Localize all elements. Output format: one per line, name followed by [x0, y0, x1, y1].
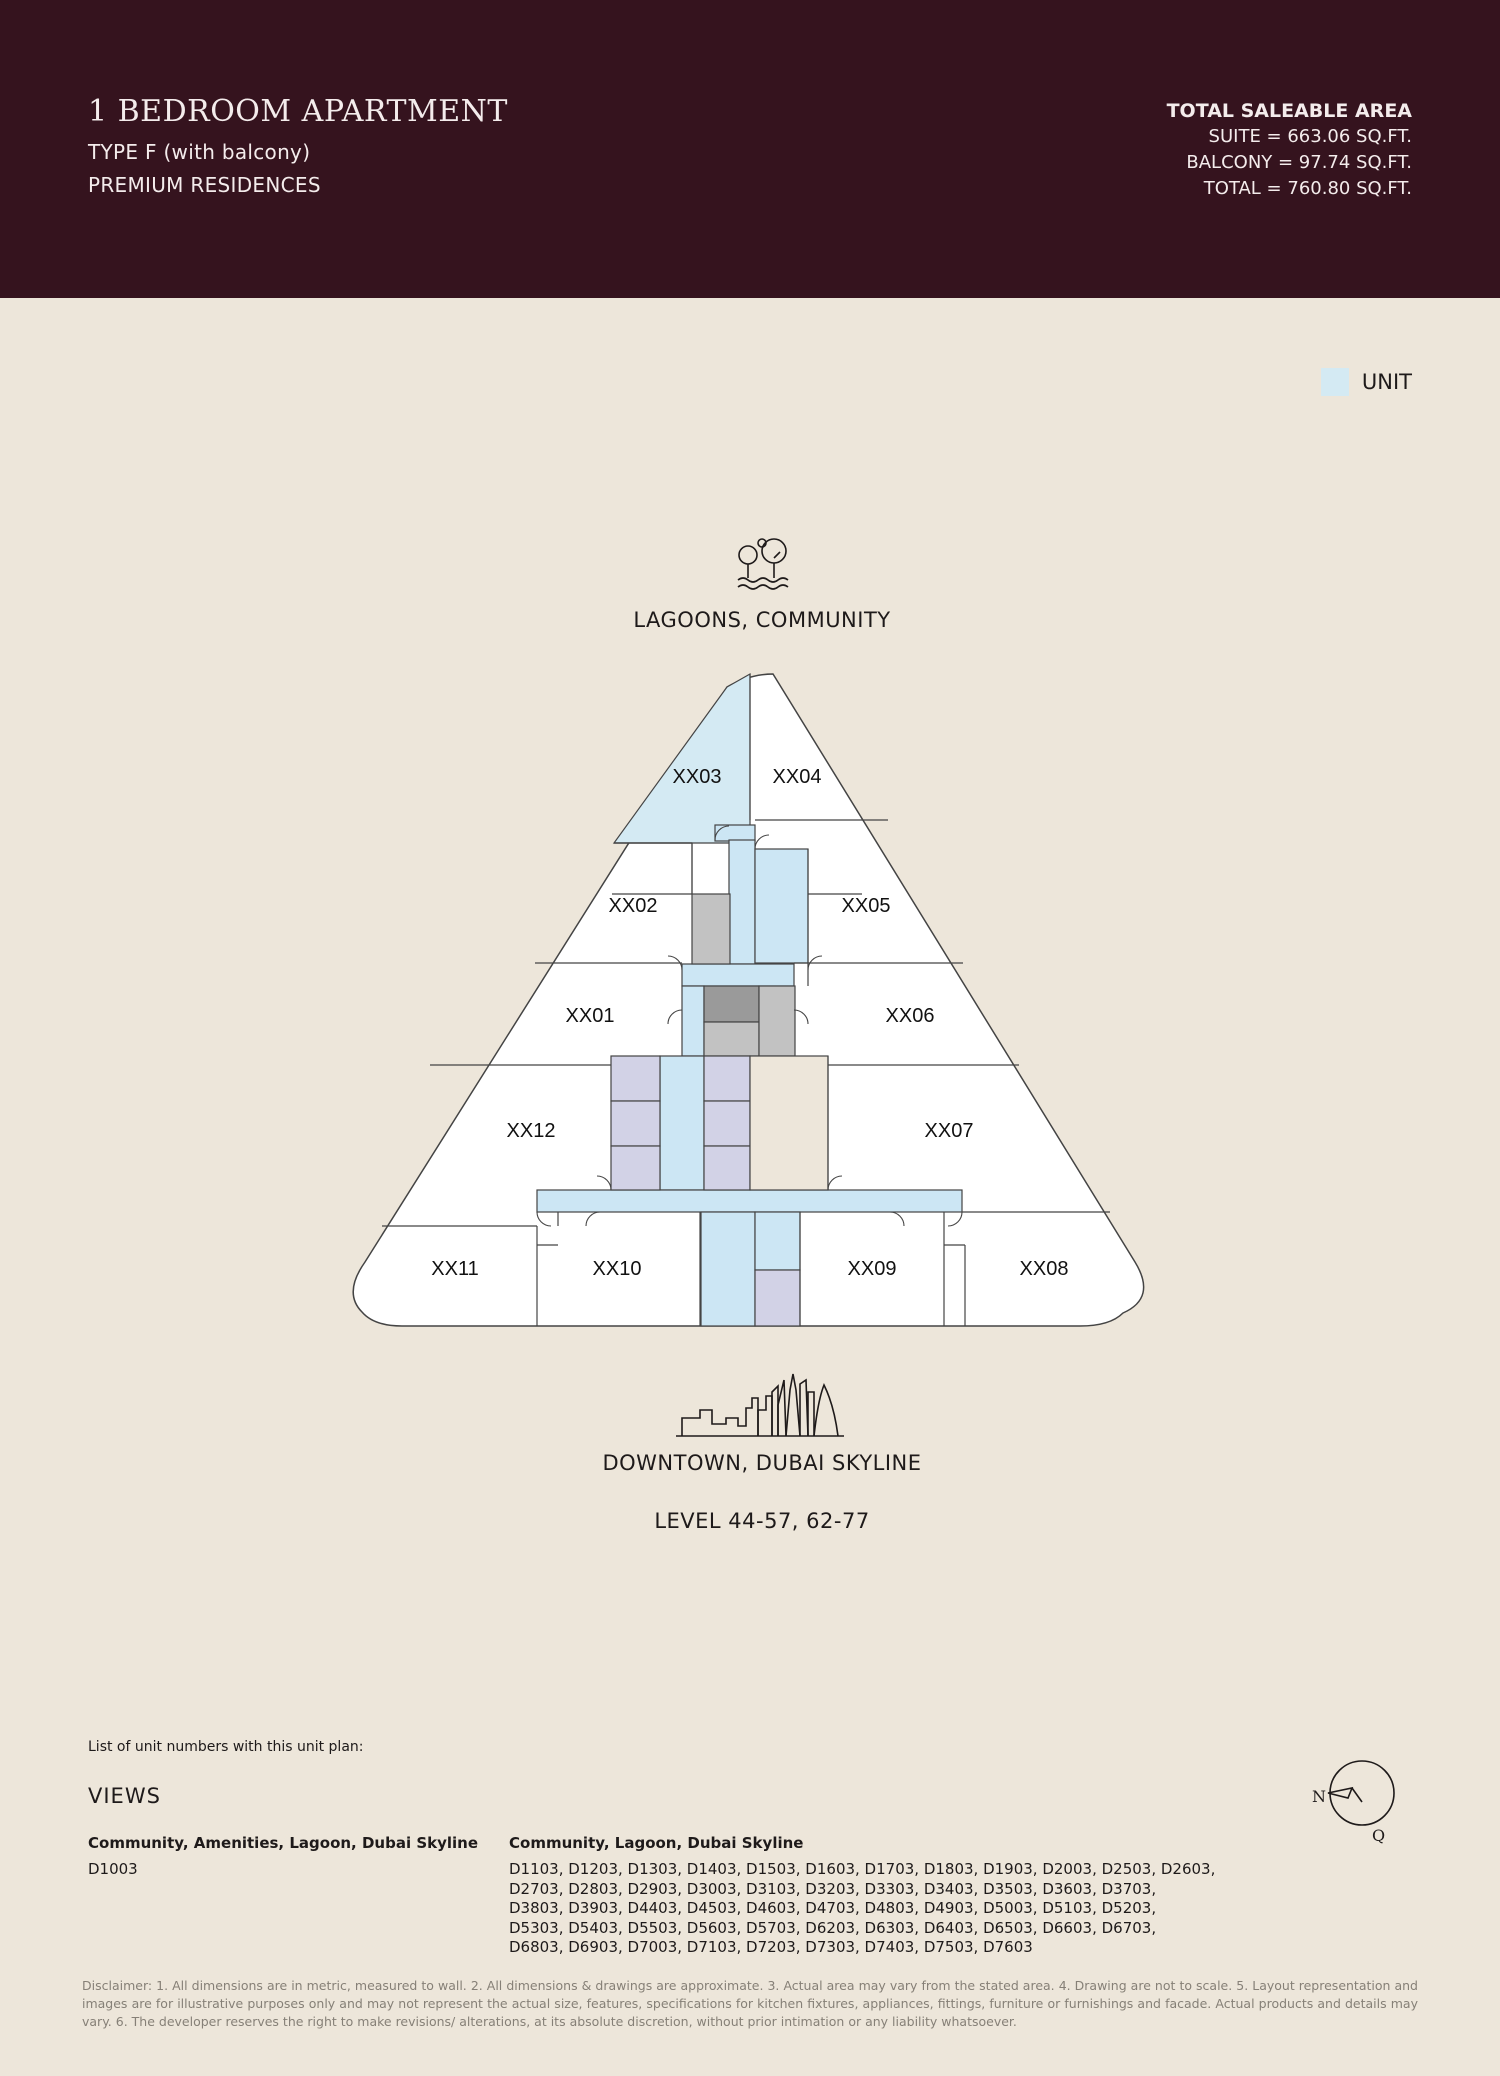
top-view-label: LAGOONS, COMMUNITY: [633, 608, 891, 632]
unit-label-xx11: XX11: [431, 1258, 479, 1280]
level-label: LEVEL 44-57, 62-77: [654, 1509, 870, 1533]
unit-list-line: D6803, D6903, D7003, D7103, D7203, D7303, D7403, D7503, D7603: [509, 1938, 1033, 1956]
unit-label-xx10: XX10: [592, 1258, 642, 1280]
lagoon-park-icon: [738, 539, 788, 589]
compass-icon: [1300, 1750, 1410, 1850]
view-col2-units: [509, 1860, 1269, 1958]
balcony-area: BALCONY = 97.74 SQ.FT.: [1186, 152, 1412, 173]
views-heading: VIEWS: [88, 1784, 161, 1808]
unit-label-xx09: XX09: [847, 1258, 897, 1280]
residence-category: PREMIUM RESIDENCES: [88, 173, 321, 197]
unit-list-intro: List of unit numbers with this unit plan:: [88, 1739, 364, 1755]
unit-label-xx12: XX12: [506, 1120, 556, 1142]
unit-type: TYPE F (with balcony): [88, 140, 311, 164]
unit-list-line: D1103, D1203, D1303, D1403, D1503, D1603, D1703, D1803, D1903, D2003, D2503, D2603,: [509, 1860, 1216, 1878]
compass-q-label: Q: [1372, 1826, 1386, 1845]
view-col1-units: D1003: [88, 1860, 138, 1878]
unit-list-line: D5303, D5403, D5503, D5603, D5703, D6203, D6303, D6403, D6503, D6603, D6703,: [509, 1918, 1157, 1937]
unit-label-xx05: XX05: [841, 895, 891, 917]
suite-area: SUITE = 663.06 SQ.FT.: [1208, 126, 1412, 147]
unit-label-xx02: XX02: [608, 895, 658, 917]
total-area: TOTAL = 760.80 SQ.FT.: [1203, 178, 1412, 199]
area-title: TOTAL SALEABLE AREA: [1166, 100, 1412, 122]
disclaimer: Disclaimer: 1. All dimensions are in metric, measured to wall. 2. All dimensions & drawings are approximate. 3. Actual area may vary from the stated area. 4. Drawing are not to scale. 5. Layout representation and images are for illustrative purposes only and may not represent the actual size, features, specifications for kitchen fixtures, appliances, fittings, furniture or furnishings and facade. Actual products and details may vary. 6. The developer reserves the right to make revisions/ alterations, at its absolute discretion, without prior intimation or any liability whatsoever.: [82, 1978, 1418, 2029]
unit-label-xx08: XX08: [1019, 1258, 1069, 1280]
bottom-view-label: DOWNTOWN, DUBAI SKYLINE: [602, 1451, 922, 1475]
unit-legend-label: UNIT: [1361, 370, 1412, 394]
compass-n-label: N: [1312, 1787, 1326, 1806]
page-title: 1 BEDROOM APARTMENT: [88, 94, 508, 129]
unit-label-xx03: XX03: [672, 766, 722, 788]
unit-label-xx06: XX06: [885, 1005, 935, 1027]
unit-list-line: D3803, D3903, D4403, D4503, D4603, D4703, D4803, D4903, D5003, D5103, D5203,: [509, 1899, 1157, 1917]
unit-label-xx04: XX04: [772, 766, 822, 788]
unit-list-line: D2703, D2803, D2903, D3003, D3103, D3203, D3303, D3403, D3503, D3603, D3703,: [509, 1879, 1157, 1898]
unit-label-xx07: XX07: [924, 1120, 974, 1142]
view-col1-title: Community, Amenities, Lagoon, Dubai Skyline: [88, 1834, 479, 1852]
view-col2-title: Community, Lagoon, Dubai Skyline: [509, 1834, 804, 1852]
skyline-icon: [676, 1374, 844, 1436]
unit-label-xx01: XX01: [565, 1005, 615, 1027]
